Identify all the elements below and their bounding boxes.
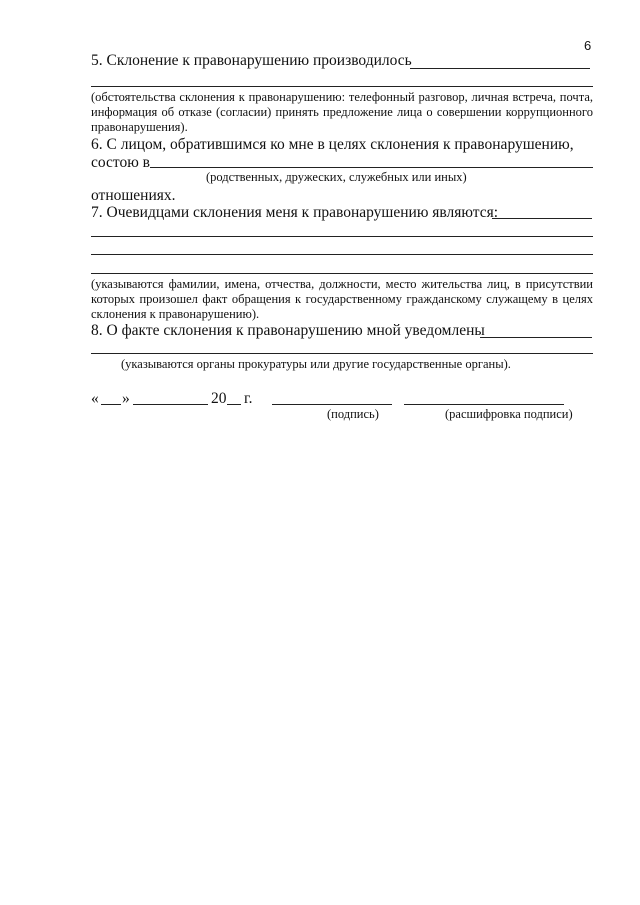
- date-year-blank[interactable]: [227, 404, 241, 405]
- date-day-blank[interactable]: [101, 404, 121, 405]
- page-number: 6: [584, 38, 592, 53]
- item7-note: (указываются фамилии, имена, отчества, должности, место жительства лиц, в присутствии которых произошел факт обращения к государственному гражданскому служащему в целях склонения к правонарушению).: [91, 277, 593, 321]
- item7-text: 7. Очевидцами склонения меня к правонарушению являются:: [91, 204, 499, 221]
- signature-transcript-blank[interactable]: [404, 404, 564, 405]
- item6-blank[interactable]: [150, 167, 593, 168]
- item8-note: (указываются органы прокуратуры или другие государственные органы).: [121, 357, 511, 371]
- item6-line2: состою в: [91, 154, 150, 171]
- item7-blank-line4[interactable]: [91, 273, 593, 274]
- item7-blank-line2[interactable]: [91, 236, 593, 237]
- date-year-prefix: 20: [211, 390, 227, 407]
- item5-note: (обстоятельства склонения к правонарушению: телефонный разговор, личная встреча, почта, информация об отказе (согласии) принять предложение лица о совершении коррупционного правонарушения).: [91, 90, 593, 134]
- signature-label: (подпись): [327, 407, 379, 421]
- item8-blank[interactable]: [480, 337, 592, 338]
- item8-blank-line2[interactable]: [91, 353, 593, 354]
- signature-blank[interactable]: [272, 404, 392, 405]
- item5-text: 5. Склонение к правонарушению производилось: [91, 52, 412, 69]
- item7-blank[interactable]: [492, 218, 592, 219]
- item6-note: (родственных, дружеских, служебных или иных): [206, 170, 467, 184]
- item8-text: 8. О факте склонения к правонарушению мной уведомлены: [91, 322, 485, 339]
- date-month-blank[interactable]: [133, 404, 208, 405]
- item5-blank-line2[interactable]: [91, 86, 593, 87]
- date-year-suffix: г.: [244, 390, 253, 407]
- item6-line3: отношениях.: [91, 187, 176, 204]
- signature-transcript-label: (расшифровка подписи): [445, 407, 573, 421]
- date-close-quote: »: [122, 390, 130, 407]
- item7-blank-line3[interactable]: [91, 254, 593, 255]
- date-open-quote: «: [91, 390, 99, 407]
- item5-blank[interactable]: [410, 68, 590, 69]
- item6-line1: 6. С лицом, обратившимся ко мне в целях склонения к правонарушению,: [91, 136, 574, 153]
